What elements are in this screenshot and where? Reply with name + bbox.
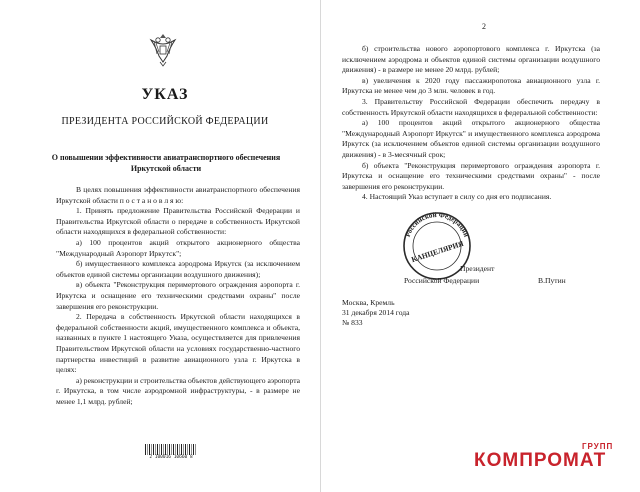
paragraph: В целях повышения эффективности авиатранспортного обеспечения Иркутской области п о с т а н о в л я ю: [56,185,300,205]
place-date-block [342,298,492,329]
paragraph: 4. Настоящий Указ вступает в силу со дня его подписания. [362,192,552,202]
decree-body-right [342,44,600,203]
paragraph: 2. Передача в собственность Иркутской области находящихся в федеральной собственности акций, имущественного комплекса и объекта, названных в пункте 1 настоящего Указа, осуществляется для привлечения Правительством Иркутской области на условиях государственно-частного партнерства инвестиций в развитие авиационного узла г. Иркутска в целях: [56,312,300,375]
signatory-name: В.Путин [538,276,566,285]
paragraph: а) 100 процентов акций открытого акционерного общества "Международный Аэропорт Иркутск"; [56,237,300,258]
paragraph: в) объекта "Реконструкция перимертового ограждения аэропорта г. Иркутска и оснащение его техническими средствами охраны" после завершения его реконструкции. [56,280,300,311]
paragraph: 3. Правительству Российской Федерации обеспечить передачу в собственность Иркутской области находящихся в федеральной собственности: [342,96,600,117]
barcode [145,444,197,460]
coat-of-arms-icon [147,32,179,68]
paragraph: б) объекта "Реконструкция перимертового ограждения аэропорта г. Иркутска и оснащение его техническими средствами охраны" - после завершения его реконструкции. [342,160,600,191]
signatory-country: Российской Федерации [404,276,480,285]
decree-body-left [56,185,300,407]
decree-title: УКАЗ [141,86,189,103]
page-number: 2 [482,22,486,31]
stamp-center-text: КАНЦЕЛЯРИЯ [410,238,465,265]
watermark-sub: ГРУПП [582,442,614,451]
barcode-bars [145,444,197,455]
paragraph: в) увеличения к 2020 году пассажиропотока авиационного узла г. Иркутска не менее чем до 3 млн. человек в год. [342,75,600,96]
signature-block [342,262,602,294]
page-divider [320,0,321,492]
kompromat-watermark [470,440,636,484]
decree-subtitle: ПРЕЗИДЕНТА РОССИЙСКОЙ ФЕДЕРАЦИИ [61,116,269,127]
stamp-ring-text: Российской Федерации [403,210,471,239]
signing-place: Москва, Кремль [342,298,395,307]
paragraph: б) строительства нового аэропортового комплекса г. Иркутска (за исключением аэродрома и объектов единой системы организации воздушного движения) - в размере не менее 20 млрд. рублей; [342,44,600,75]
decree-number: № 833 [342,318,363,328]
decree-page-1 [0,0,318,492]
paragraph: 1. Принять предложение Правительства Российской Федерации и Правительства Иркутской области о передаче в собственность Иркутской области находящихся в федеральной собственности: [56,206,300,237]
signatory-title: Президент [460,264,495,273]
watermark-main: КОМПРОМАТ [474,450,607,471]
signing-date: 31 декабря 2014 года [342,308,410,318]
decree-heading: О повышении эффективности авиатранспортного обеспечения Иркутской области [51,153,281,173]
paragraph: б) имущественного комплекса аэродрома Иркутск (за исключением объектов единой системы организации воздушного движения); [56,259,300,279]
paragraph: а) 100 процентов акций открытого акционерного общества "Международный Аэропорт Иркутск" и имущественного комплекса аэродрома Иркутск (за исключением объектов единой системы организации воздушного движения) - в 3-месячный срок; [342,118,600,159]
svg-text:Российской Федерации [404,211,471,238]
paragraph: а) реконструкции и строительства объектов действующего аэропорта г. Иркутска, в том числе аэродромной инфраструктуры, - в размере не менее 1,1 млрд. рублей; [56,375,301,406]
barcode-number: 2 100016 10660 8 [149,455,193,460]
